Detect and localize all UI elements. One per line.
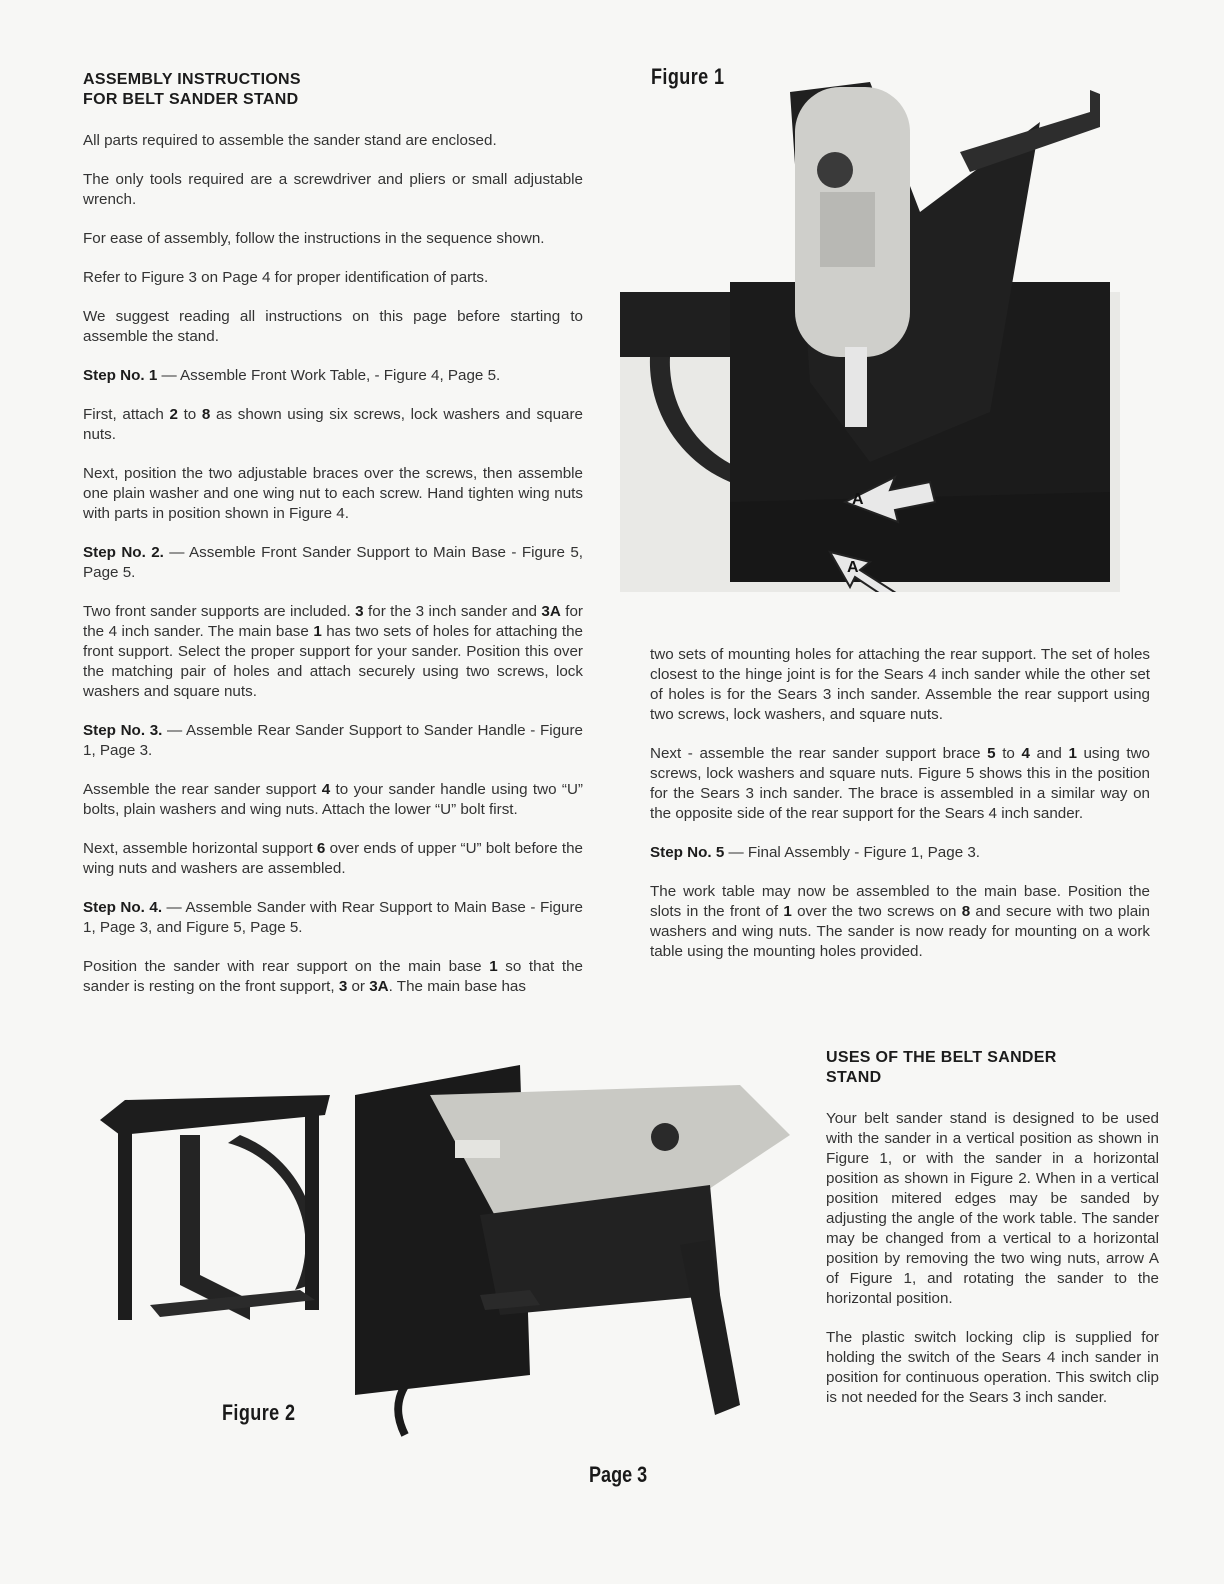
step3-label: Step No. 3. — [83, 722, 163, 739]
part-ref: 5 — [987, 745, 996, 762]
intro-suggest: We suggest reading all instructions on this page before starting to assemble the stand. — [83, 308, 583, 345]
text-run: Two front sander supports are included. — [83, 603, 356, 620]
left-column — [83, 70, 583, 1016]
text-run: to — [177, 406, 202, 423]
part-ref: 4 — [321, 781, 331, 798]
part-ref: 8 — [201, 406, 211, 423]
step5-header — [650, 843, 1150, 863]
text-run: has two sets of holes for attaching the front support. Select the proper support for your sander. Position this over the matching pair of holes and attach securely using two screws, lock washers and square nuts. — [83, 623, 583, 700]
intro-parts: All parts required to assemble the sander stand are enclosed. — [83, 132, 497, 149]
sander-knob — [817, 152, 853, 188]
intro-refer: Refer to Figure 3 on Page 4 for proper identification of parts. — [83, 269, 489, 286]
uses-section — [826, 1048, 1159, 1427]
text-run: over ends of upper “U” bolt before the wing nuts and washers are assembled. — [83, 840, 583, 877]
intro-sequence: For ease of assembly, follow the instructions in the sequence shown. — [83, 230, 545, 247]
uses-heading-line1: USES OF THE BELT SANDER — [826, 1049, 1057, 1066]
part-ref: 8 — [961, 903, 971, 920]
step4-title: — Assemble Sander with Rear Support to Main Base - Figure 1, Page 3, and Figure 5, Page 5. — [83, 899, 583, 936]
text-run: Assemble the rear sander support — [83, 781, 322, 798]
part-ref: 1 — [1068, 745, 1077, 762]
step2-header — [83, 543, 583, 583]
text-run: using two screws, lock washers and square nuts. Figure 5 shows this in the position for the Sears 3 inch sander. The brace is assembled in a similar way on the opposite side of the rear support for the Sears 4 inch sander. — [650, 745, 1151, 822]
step4-paragraph2 — [650, 744, 1150, 824]
figure1-caption: Figure 1 — [651, 64, 725, 89]
figure2-caption: Figure 2 — [222, 1400, 296, 1425]
step2-title: — Assemble Front Sander Support to Main Base - Figure 5, Page 5. — [83, 544, 583, 581]
uses-paragraph2: The plastic switch locking clip is supplied for holding the switch of the Sears 4 inch sander in position for continuous operation. This switch clip is not needed for the Sears 3 inch sander. — [826, 1329, 1159, 1406]
part-ref: 3 — [355, 603, 364, 620]
nameplate-badge — [845, 347, 867, 427]
part-ref: 1 — [489, 958, 498, 975]
step1-paragraph2: Next, position the two adjustable braces over the screws, then assemble one plain washer and one wing nut to each screw. Hand tighten wing nuts with parts in position shown in Figure 4. — [83, 465, 583, 522]
page-number: Page 3 — [589, 1462, 648, 1487]
assembly-heading-line1: ASSEMBLY INSTRUCTIONS — [83, 71, 301, 88]
step1-header — [83, 366, 583, 386]
text-run: as shown using six screws, lock washers and square nuts. — [83, 406, 583, 443]
figure2-photo — [100, 1055, 800, 1440]
part-ref: 3 — [338, 978, 348, 995]
intro-tools: The only tools required are a screwdriver and pliers or small adjustable wrench. — [83, 171, 583, 208]
step1-label: Step No. 1 — [83, 367, 158, 384]
step5-paragraph1 — [650, 882, 1150, 962]
sander-label-plate — [820, 192, 875, 267]
text-run: and — [1029, 745, 1069, 762]
part-ref: 2 — [169, 406, 178, 423]
table-brace-arc — [228, 1135, 316, 1290]
right-column — [650, 645, 1150, 981]
part-ref: 3A — [541, 603, 561, 620]
assembly-heading-line2: FOR BELT SANDER STAND — [83, 91, 299, 108]
part-ref: 1 — [783, 903, 792, 920]
step4-label: Step No. 4. — [83, 899, 163, 916]
text-run: or — [347, 978, 370, 995]
step3-paragraph2 — [83, 839, 583, 879]
uses-heading — [826, 1048, 1159, 1088]
table-leg-rear — [305, 1110, 319, 1310]
step5-title: — Final Assembly - Figure 1, Page 3. — [724, 844, 981, 861]
text-run: . The main base has — [388, 978, 526, 995]
part-ref: 4 — [1021, 745, 1030, 762]
work-table-top — [100, 1095, 330, 1135]
step5-label: Step No. 5 — [650, 844, 725, 861]
text-run: to — [995, 745, 1022, 762]
text-run: Next - assemble the rear sander support brace — [650, 745, 988, 762]
text-run: so that the sander is resting on the front support, — [83, 958, 583, 995]
sander-knob — [651, 1123, 679, 1151]
step3-paragraph1 — [83, 780, 583, 820]
step2-paragraph1 — [83, 602, 583, 702]
rear-support-leg — [680, 1240, 740, 1415]
nameplate-badge — [455, 1140, 500, 1158]
text-run: Position the sander with rear support on the main base — [83, 958, 490, 975]
text-run: over the two screws on — [791, 903, 962, 920]
assembly-heading — [83, 70, 583, 110]
step2-label: Step No. 2. — [83, 544, 164, 561]
step4-paragraph1 — [83, 957, 583, 997]
step4-header — [83, 898, 583, 938]
text-run: to your sander handle using two “U” bolts, plain washers and wing nuts. Attach the lower “U” bolt first. — [83, 781, 583, 818]
uses-paragraph1: Your belt sander stand is designed to be used with the sander in a vertical position as shown in Figure 1, or with the sander in a horizontal position as shown in Figure 2. When in a vertical position mitered edges may be sanded by adjusting the angle of the work table. The sander may be changed from a vertical to a horizontal position by removing the two wing nuts, arrow A of Figure 1, and rotating the sander to the horizontal position. — [826, 1110, 1159, 1307]
text-run: for the 4 inch sander. The main base — [83, 603, 583, 640]
step3-header — [83, 721, 583, 761]
table-brace-left — [180, 1135, 250, 1320]
text-run: and secure with two plain washers and wing nuts. The sander is now ready for mounting on a work table using the mounting holes provided. — [650, 903, 1150, 960]
uses-heading-line2: STAND — [826, 1069, 882, 1086]
arrow-a-lower-label: A — [847, 559, 859, 576]
text-run: First, attach — [83, 406, 170, 423]
table-leg-front — [118, 1130, 132, 1320]
step3-title: — Assemble Rear Sander Support to Sander Handle - Figure 1, Page 3. — [83, 722, 584, 759]
step1-title: — Assemble Front Work Table, - Figure 4, Page 5. — [157, 367, 501, 384]
text-run: The work table may now be assembled to the main base. Position the slots in the front of — [650, 883, 1150, 920]
step4-continuation: two sets of mounting holes for attaching the rear support. The set of holes closest to the hinge joint is for the Sears 4 inch sander while the other set of holes is for the Sears 3 inch sander. Assemble the rear support using two screws, lock washers, and square nuts. — [650, 646, 1150, 723]
text-run: Next, assemble horizontal support — [83, 840, 317, 857]
text-run: for the 3 inch sander and — [363, 603, 542, 620]
step1-paragraph1 — [83, 405, 583, 445]
arrow-a-upper-label: A — [852, 491, 864, 508]
figure1-photo — [620, 82, 1130, 592]
part-ref: 1 — [313, 623, 322, 640]
part-ref: 3A — [369, 978, 389, 995]
part-ref: 6 — [316, 840, 326, 857]
